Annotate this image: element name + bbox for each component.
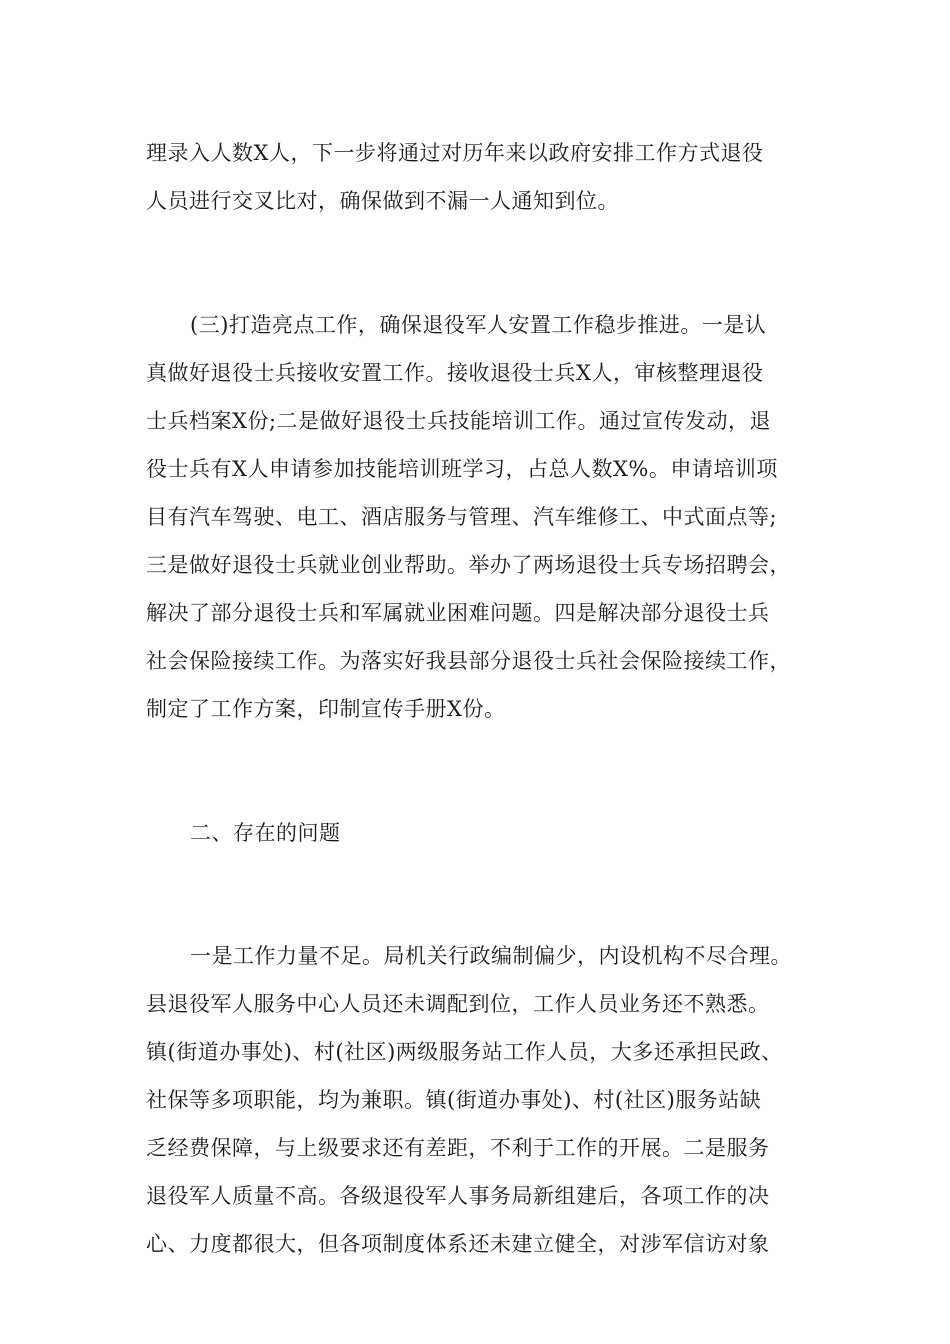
paragraph-line: 理录入人数X人，下一步将通过对历年来以政府安排工作方式退役 bbox=[146, 141, 764, 165]
paragraph-line: 社保等多项职能，均为兼职。镇(街道办事处)、村(社区)服务站缺 bbox=[146, 1088, 762, 1112]
paragraph-line: 士兵档案X份;二是做好退役士兵技能培训工作。通过宣传发动，退 bbox=[146, 409, 772, 433]
paragraph-line: 县退役军人服务中心人员还未调配到位，工作人员业务还不熟悉。 bbox=[146, 992, 770, 1016]
paragraph-line: 真做好退役士兵接收安置工作。接收退役士兵X人，审核整理退役 bbox=[146, 361, 764, 385]
paragraph-line: 乏经费保障，与上级要求还有差距，不利于工作的开展。二是服务 bbox=[146, 1136, 770, 1160]
paragraph-line: 役士兵有X人申请参加技能培训班学习，占总人数X%。申请培训项 bbox=[146, 457, 778, 481]
paragraph-line: 一是工作力量不足。局机关行政编制偏少，内设机构不尽合理。 bbox=[190, 944, 792, 968]
paragraph-line: 人员进行交叉比对，确保做到不漏一人通知到位。 bbox=[146, 189, 619, 213]
paragraph-line: 制定了工作方案，印制宣传手册X份。 bbox=[146, 697, 506, 721]
paragraph-line: 解决了部分退役士兵和军属就业困难问题。四是解决部分退役士兵 bbox=[146, 601, 770, 625]
section-heading: 二、存在的问题 bbox=[190, 821, 341, 845]
paragraph-line: 社会保险接续工作。为落实好我县部分退役士兵社会保险接续工作， bbox=[146, 649, 791, 673]
paragraph-line: 退役军人质量不高。各级退役军人事务局新组建后，各项工作的决 bbox=[146, 1184, 770, 1208]
paragraph-line: (三)打造亮点工作，确保退役军人安置工作稳步推进。一是认 bbox=[190, 313, 767, 337]
paragraph-line: 心、力度都很大，但各项制度体系还未建立健全，对涉军信访对象 bbox=[146, 1232, 770, 1256]
paragraph-line: 镇(街道办事处)、村(社区)两级服务站工作人员，大多还承担民政、 bbox=[146, 1040, 783, 1064]
paragraph-line: 三是做好退役士兵就业创业帮助。举办了两场退役士兵专场招聘会， bbox=[146, 553, 791, 577]
paragraph-line: 目有汽车驾驶、电工、酒店服务与管理、汽车维修工、中式面点等; bbox=[146, 505, 778, 529]
